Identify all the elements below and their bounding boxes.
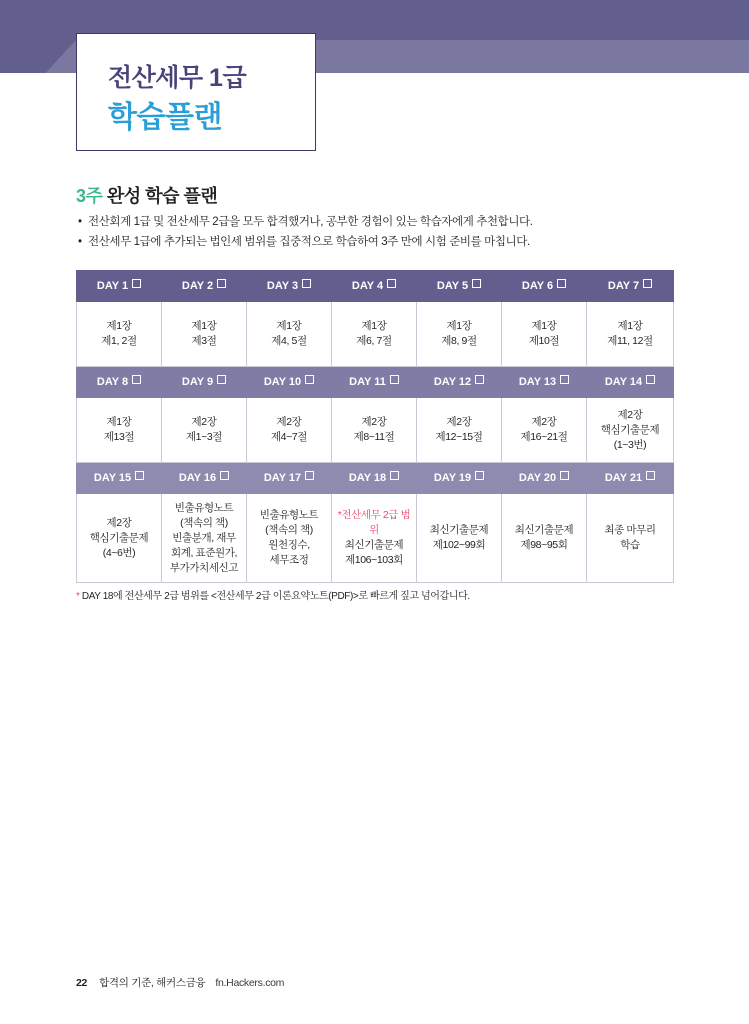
cell-line: 제1, 2절 xyxy=(101,335,137,347)
cell-line: 제106~103회 xyxy=(345,554,403,566)
cell-line: 최신기출문제 xyxy=(344,539,404,551)
day-label: DAY 20 xyxy=(518,471,557,484)
checkbox-icon[interactable] xyxy=(387,279,396,288)
plan-cell xyxy=(502,494,587,583)
cell-line: 회계, 표준원가, xyxy=(170,546,237,559)
cell-line: (1~3번) xyxy=(613,438,647,451)
cell-line: 제8~11절 xyxy=(353,431,395,443)
plan-cell xyxy=(417,302,502,367)
plan-cell xyxy=(417,494,502,583)
cell-line: 부가가치세신고 xyxy=(169,561,239,574)
day-label: DAY 15 xyxy=(93,471,132,484)
day-label: DAY 14 xyxy=(604,375,643,388)
plan-cell xyxy=(247,302,332,367)
day-header-cell xyxy=(417,367,502,398)
plan-cell xyxy=(77,398,162,463)
checkbox-icon[interactable] xyxy=(557,279,566,288)
day-label: DAY 4 xyxy=(351,279,384,292)
table-row xyxy=(77,302,674,367)
plan-cell xyxy=(417,398,502,463)
plan-cell xyxy=(247,398,332,463)
day-label: DAY 10 xyxy=(263,375,302,388)
cell-line: 핵심기출문제 xyxy=(600,423,660,436)
plan-cell xyxy=(502,398,587,463)
checkbox-icon[interactable] xyxy=(390,375,399,384)
plan-cell xyxy=(332,398,417,463)
day-label: DAY 8 xyxy=(96,375,129,388)
plan-cell xyxy=(77,494,162,583)
section-heading-accent: 3주 xyxy=(76,186,103,206)
cell-line: 원천징수, xyxy=(268,539,310,551)
day-header-cell xyxy=(587,463,674,494)
day-header-cell xyxy=(587,367,674,398)
footnote xyxy=(76,587,470,602)
cell-line: 제16~21절 xyxy=(520,431,568,443)
cell-line: 제4, 5절 xyxy=(271,335,307,347)
title-line-2: 학습플랜 xyxy=(108,101,222,134)
cell-line: 핵심기출문제 xyxy=(89,531,149,544)
day-header-cell xyxy=(332,367,417,398)
day-header-cell xyxy=(332,463,417,494)
cell-line: 제13절 xyxy=(103,431,135,443)
cell-line: 빈출유형노트 xyxy=(259,509,319,521)
cell-line: 제1장 xyxy=(531,320,557,332)
cell-line: (책속의 책) xyxy=(180,516,228,529)
day-label: DAY 19 xyxy=(433,471,472,484)
checkbox-icon[interactable] xyxy=(646,471,655,480)
footer-brand: 합격의 기준, 해커스금융 xyxy=(99,977,206,989)
day-label: DAY 21 xyxy=(604,471,643,484)
cell-line: 제2장 xyxy=(446,416,472,428)
cell-line: 최신기출문제 xyxy=(429,524,489,536)
cell-line: 제1장 xyxy=(191,320,217,332)
plan-cell xyxy=(587,302,674,367)
cell-line: 최종 마무리 xyxy=(604,524,656,536)
table-row xyxy=(77,494,674,583)
checkbox-icon[interactable] xyxy=(305,375,314,384)
day-header-cell xyxy=(502,463,587,494)
day-label: DAY 5 xyxy=(436,279,469,292)
table-row xyxy=(77,463,674,494)
cell-line: 제8, 9절 xyxy=(441,335,477,347)
day-header-cell xyxy=(502,367,587,398)
day-header-cell xyxy=(77,463,162,494)
checkbox-icon[interactable] xyxy=(475,471,484,480)
cell-line: 제2장 xyxy=(276,416,302,428)
day-header-cell xyxy=(162,367,247,398)
checkbox-icon[interactable] xyxy=(132,279,141,288)
day-header-cell xyxy=(162,463,247,494)
day-label: DAY 3 xyxy=(266,279,299,292)
cell-line: 제11, 12절 xyxy=(607,335,653,347)
cell-line: 제3절 xyxy=(191,335,217,347)
cell-line: 학습 xyxy=(620,539,640,551)
plan-cell xyxy=(162,302,247,367)
checkbox-icon[interactable] xyxy=(305,471,314,480)
table-row xyxy=(77,398,674,463)
plan-cell xyxy=(332,494,417,583)
cell-line: 최신기출문제 xyxy=(514,524,574,536)
cell-line: 제1장 xyxy=(106,416,132,428)
cell-line: *전산세무 2급 범위 xyxy=(337,509,411,536)
cell-line: (4~6번) xyxy=(102,546,136,559)
cell-line: 제6, 7절 xyxy=(356,335,392,347)
checkbox-icon[interactable] xyxy=(220,471,229,480)
plan-cell xyxy=(587,398,674,463)
footnote-marker: * xyxy=(76,591,80,602)
checkbox-icon[interactable] xyxy=(135,471,144,480)
cell-line: 제12~15절 xyxy=(435,431,483,443)
cell-line: 제1장 xyxy=(276,320,302,332)
bullet-item: • 전산회계 1급 및 전산세무 2급을 모두 합격했거나, 공부한 경험이 있는 학습자에게 추천합니다. xyxy=(78,212,678,232)
plan-cell xyxy=(247,494,332,583)
checkbox-icon[interactable] xyxy=(217,375,226,384)
cell-line: 제98~95회 xyxy=(520,539,568,551)
title-box xyxy=(76,33,316,151)
study-plan-table xyxy=(76,270,674,583)
title-line-1: 전산세무 1급 xyxy=(108,64,247,92)
plan-cell xyxy=(77,302,162,367)
section-heading xyxy=(76,182,217,208)
checkbox-icon[interactable] xyxy=(302,279,311,288)
cell-line: 제2장 xyxy=(106,516,132,529)
cell-line: 빈출유형노트 xyxy=(174,501,234,514)
day-header-cell xyxy=(502,271,587,302)
checkbox-icon[interactable] xyxy=(646,375,655,384)
checkbox-icon[interactable] xyxy=(132,375,141,384)
day-header-cell xyxy=(77,271,162,302)
day-label: DAY 13 xyxy=(518,375,557,388)
cell-line: 제1장 xyxy=(361,320,387,332)
day-header-cell xyxy=(162,271,247,302)
cell-line: 제1장 xyxy=(106,320,132,332)
day-label: DAY 1 xyxy=(96,279,129,292)
checkbox-icon[interactable] xyxy=(475,375,484,384)
table-row xyxy=(77,367,674,398)
footnote-text: DAY 18에 전산세무 2급 범위를 <전산세무 2급 이론요약노트(PDF)>로 빠르게 짚고 넘어갑니다. xyxy=(79,591,470,602)
page-footer xyxy=(76,975,284,990)
day-header-cell xyxy=(247,271,332,302)
day-label: DAY 6 xyxy=(521,279,554,292)
section-heading-rest: 완성 학습 플랜 xyxy=(102,186,218,206)
day-label: DAY 11 xyxy=(349,375,386,388)
page-number: 22 xyxy=(76,977,88,989)
bullet-list xyxy=(78,212,678,252)
cell-line: 제2장 xyxy=(617,408,643,421)
checkbox-icon[interactable] xyxy=(390,471,399,480)
cell-line: 세무조정 xyxy=(269,554,309,566)
day-label: DAY 9 xyxy=(181,375,214,388)
day-label: DAY 2 xyxy=(181,279,214,292)
day-header-cell xyxy=(247,463,332,494)
day-header-cell xyxy=(247,367,332,398)
cell-line: 제4~7절 xyxy=(270,431,308,443)
day-label: DAY 12 xyxy=(433,375,472,388)
plan-cell xyxy=(162,398,247,463)
day-label: DAY 16 xyxy=(178,471,217,484)
cell-line: 제1장 xyxy=(446,320,472,332)
cell-line: 제2장 xyxy=(191,416,217,428)
cell-line: 제102~99회 xyxy=(432,539,486,551)
plan-cell xyxy=(162,494,247,583)
plan-cell xyxy=(332,302,417,367)
day-label: DAY 18 xyxy=(348,471,387,484)
cell-line: 제2장 xyxy=(361,416,387,428)
day-header-cell xyxy=(417,271,502,302)
plan-cell xyxy=(502,302,587,367)
cell-line: 제1장 xyxy=(617,320,643,332)
cell-line: 빈출분개, 재무 xyxy=(172,531,236,544)
checkbox-icon[interactable] xyxy=(560,375,569,384)
day-header-cell xyxy=(332,271,417,302)
cell-line: 제2장 xyxy=(531,416,557,428)
checkbox-icon[interactable] xyxy=(472,279,481,288)
cell-line: 제1~3절 xyxy=(185,431,223,443)
day-label: DAY 17 xyxy=(263,471,302,484)
day-label: DAY 7 xyxy=(607,279,640,292)
day-header-cell xyxy=(417,463,502,494)
plan-cell xyxy=(587,494,674,583)
bullet-item: • 전산세무 1급에 추가되는 법인세 범위를 집중적으로 학습하여 3주 만에 시험 준비를 마칩니다. xyxy=(78,232,678,252)
checkbox-icon[interactable] xyxy=(643,279,652,288)
table-row xyxy=(77,271,674,302)
cell-line: (책속의 책) xyxy=(265,524,313,536)
cell-line: 제10절 xyxy=(528,335,560,347)
checkbox-icon[interactable] xyxy=(560,471,569,480)
day-header-cell xyxy=(77,367,162,398)
day-header-cell xyxy=(587,271,674,302)
footer-site: fn.Hackers.com xyxy=(215,977,285,989)
checkbox-icon[interactable] xyxy=(217,279,226,288)
